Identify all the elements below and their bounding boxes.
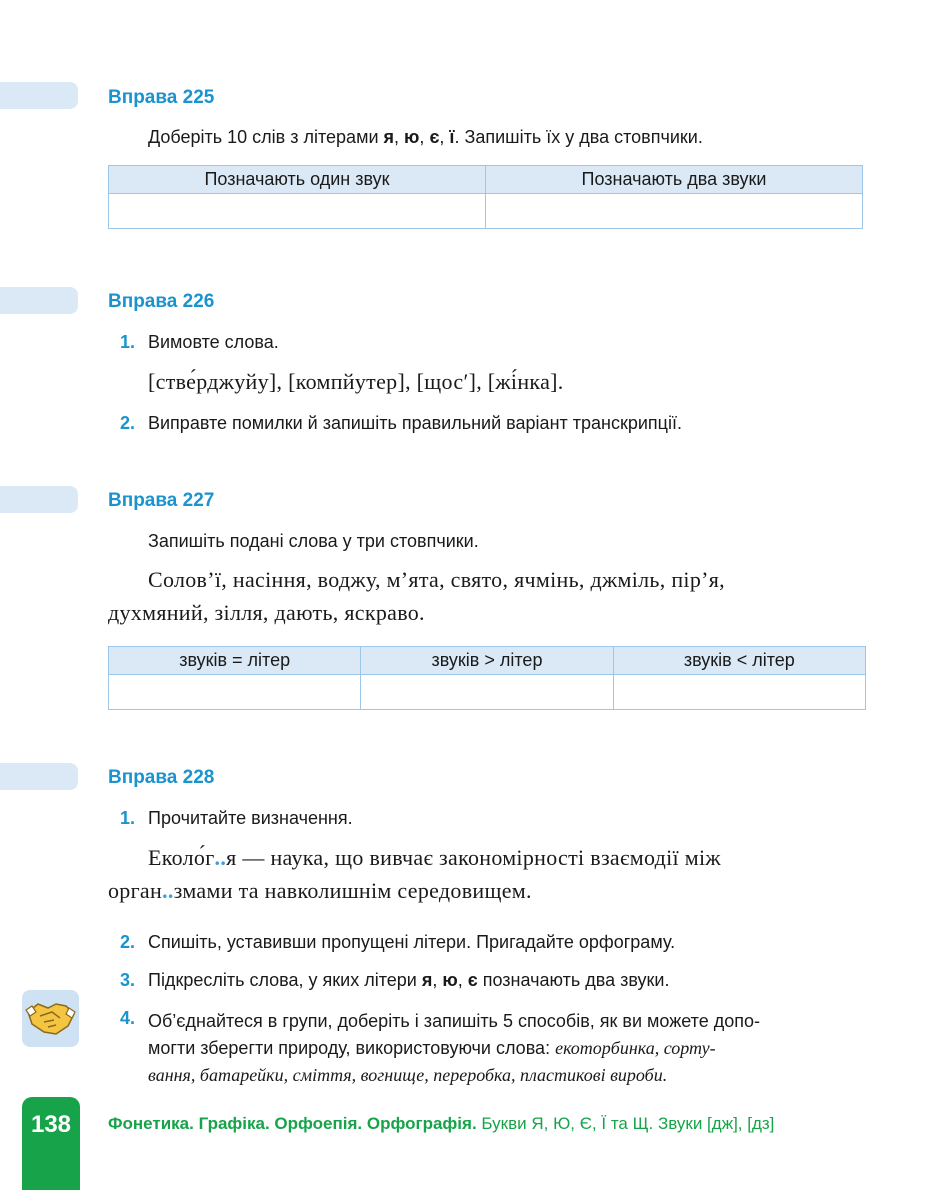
definition-text: орган [108, 878, 163, 903]
exercise-title-227: Вправа 227 [108, 490, 215, 511]
definition-text: я — наука, що вивчає закономірності взаємодії між [226, 845, 721, 870]
exercise-227-instruction: Запишіть подані слова у три стовпчики. [148, 531, 479, 551]
step-text: Об’єднайтеся в групи, доберіть і запишіть 5 способів, як ви можете допо- [148, 1011, 760, 1031]
table-answer-cell[interactable] [361, 675, 613, 710]
exercise-226-step-1: Вимовте слова. [148, 332, 279, 352]
step-number: 4. [120, 1008, 136, 1028]
exercise-tab-228 [0, 763, 78, 790]
step-text: Підкресліть слова, у яких літери [148, 970, 422, 990]
exercise-228-step-4 [148, 1008, 863, 1089]
exercise-tab-226 [0, 287, 78, 314]
step-number: 1. [120, 808, 136, 828]
exercise-225-instruction [148, 127, 703, 148]
page-number-badge [22, 1097, 80, 1190]
table-header-cell: звуків = літер [109, 647, 361, 675]
exercise-tab-225 [0, 82, 78, 109]
step-line [148, 1035, 863, 1062]
definition-line-2 [108, 878, 532, 904]
table-answer-cell[interactable] [109, 194, 486, 229]
separator: , [419, 127, 430, 147]
exercise-title-226: Вправа 226 [108, 291, 215, 312]
transcription-words: [стве́рджуйу], [компйутер], [щос′], [жі́нка]. [148, 369, 564, 394]
word-list-line-1: Солов’ї, насіння, воджу, м’ята, свято, ячмінь, джміль, пір’я, [148, 567, 725, 592]
letter-yi: ї [449, 127, 455, 147]
exercise-tab-227 [0, 486, 78, 513]
separator: , [439, 127, 450, 147]
footer-section-title: Фонетика. Графіка. Орфоепія. Орфографія. [108, 1114, 477, 1133]
exercise-226-step-2: Виправте помилки й запишіть правильний варіант транскрипції. [148, 413, 682, 433]
definition-text: Еколо́г [148, 845, 215, 870]
letter-ye: є [429, 127, 440, 147]
example-words: вання, батарейки, сміття, вогнище, переробка, пластикові вироби. [148, 1065, 668, 1085]
definition-line-1 [148, 845, 721, 871]
footer-topic: Букви Я, Ю, Є, Ї та Щ. Звуки [дж], [дз] [476, 1114, 775, 1133]
step-text: позначають два звуки. [477, 970, 670, 990]
step-number: 2. [120, 932, 136, 952]
missing-letter-dots: .. [214, 845, 227, 870]
step-number: 3. [120, 970, 136, 990]
page-number: 138 [30, 1111, 72, 1138]
table-answer-cell[interactable] [613, 675, 865, 710]
exercise-title-225: Вправа 225 [108, 87, 215, 108]
step-text: могти зберегти природу, використовуючи слова: [148, 1038, 556, 1058]
letter-yu: ю [442, 970, 458, 990]
letter-ya: я [421, 970, 433, 990]
letter-ye: є [467, 970, 478, 990]
step-number: 2. [120, 413, 136, 433]
table-header-cell: звуків < літер [613, 647, 865, 675]
example-words: екоторбинка, сорту- [555, 1038, 716, 1058]
table-answer-cell[interactable] [109, 675, 361, 710]
exercise-225-table [108, 165, 863, 229]
exercise-227-table [108, 646, 866, 710]
table-header-cell: Позначають один звук [109, 166, 486, 194]
letter-ya: я [383, 127, 395, 147]
definition-text: змами та навколишнім середовищем. [173, 878, 532, 903]
step-number: 1. [120, 332, 136, 352]
table-header-cell: Позначають два звуки [486, 166, 863, 194]
letter-yu: ю [404, 127, 420, 147]
running-footer [108, 1114, 774, 1134]
instruction-text: Доберіть 10 слів з літерами [148, 127, 384, 147]
instruction-text: . Запишіть їх у два стовпчики. [454, 127, 703, 147]
table-header-cell: звуків > літер [361, 647, 613, 675]
exercise-228-step-2: Спишіть, уставивши пропущені літери. Пригадайте орфограму. [148, 932, 676, 952]
exercise-title-228: Вправа 228 [108, 767, 215, 788]
exercise-228-step-3: Підкресліть слова, у яких літери я, ю, є позначають два звуки. [148, 970, 670, 990]
word-list-line-2: духмяний, зілля, дають, яскраво. [108, 600, 425, 625]
exercise-228-step-1: Прочитайте визначення. [148, 808, 353, 828]
separator: , [394, 127, 405, 147]
table-answer-cell[interactable] [486, 194, 863, 229]
missing-letter-dots: .. [162, 878, 174, 903]
group-work-badge [22, 990, 79, 1047]
handshake-icon [22, 990, 79, 1047]
